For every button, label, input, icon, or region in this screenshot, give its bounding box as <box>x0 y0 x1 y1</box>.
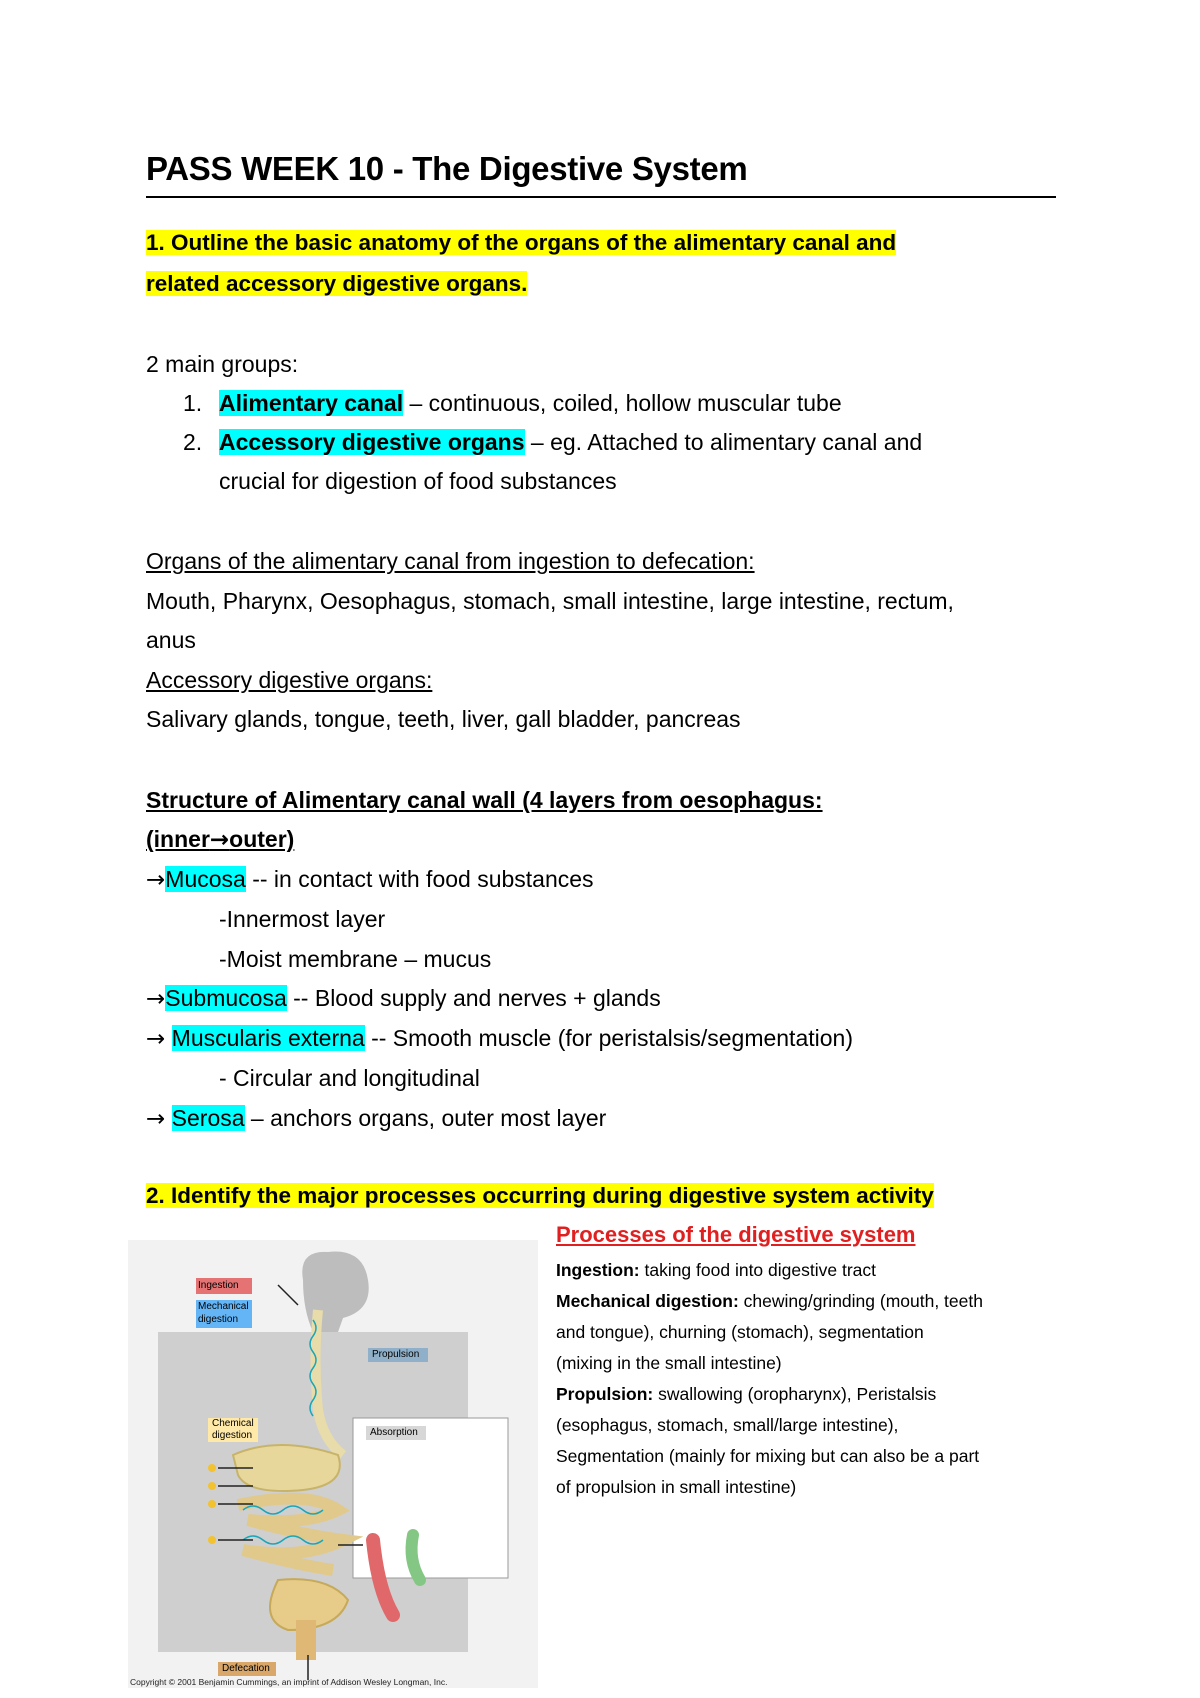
enzyme-drop-icon <box>208 1536 216 1544</box>
processes-line: of propulsion in small intestine) <box>556 1477 797 1497</box>
ingestion-arrow <box>278 1285 298 1305</box>
chemical-label-2: digestion <box>212 1430 253 1441</box>
mechanical-label-1: Mechanical <box>198 1301 249 1312</box>
layer-desc: -- Blood supply and nerves + glands <box>286 985 661 1011</box>
right-arrow-icon: → <box>146 1026 166 1052</box>
mechanical-label-2: digestion <box>198 1314 239 1325</box>
structure-heading-line-1: Structure of Alimentary canal wall (4 layers from oesophagus: <box>146 787 823 813</box>
digestive-diagram <box>128 1240 538 1688</box>
layer-name: Serosa <box>171 1105 245 1131</box>
group-2-item <box>219 428 922 456</box>
page-title: PASS WEEK 10 - The Digestive System <box>146 150 1056 198</box>
right-arrow-icon: → <box>146 986 166 1012</box>
accessory-heading: Accessory digestive organs: <box>146 667 433 693</box>
layer-desc: – anchors organs, outer most layer <box>244 1105 607 1131</box>
chemical-label-1: Chemical <box>212 1418 254 1429</box>
enzyme-drop-icon <box>208 1482 216 1490</box>
group-1-item <box>219 389 842 417</box>
group-2-desc-cont: crucial for digestion of food substances <box>219 468 617 494</box>
figure-copyright: Copyright © 2001 Benjamin Cummings, an imprint of Addison Wesley Longman, Inc. <box>130 1677 448 1687</box>
question-1-line-2: related accessory digestive organs. <box>146 271 528 296</box>
processes-line: Propulsion: swallowing (oropharynx), Peristalsis <box>556 1384 937 1404</box>
layer-desc: -- Smooth muscle (for peristalsis/segmentation) <box>364 1025 853 1051</box>
propulsion-label: Propulsion <box>372 1349 420 1360</box>
question-2: 2. Identify the major processes occurring during digestive system activity <box>146 1183 934 1208</box>
processes-line: Segmentation (mainly for mixing but can also be a part <box>556 1446 980 1466</box>
question-1-line-1: 1. Outline the basic anatomy of the organs of the alimentary canal and <box>146 230 897 255</box>
layer-desc: -- in contact with food substances <box>245 866 594 892</box>
layer-name: Mucosa <box>165 866 246 892</box>
digestive-processes-figure <box>128 1240 538 1688</box>
group-2-desc: – eg. Attached to alimentary canal and <box>524 429 923 455</box>
layer-name: Muscularis externa <box>171 1025 365 1051</box>
right-arrow-icon: → <box>146 867 166 893</box>
ingestion-label: Ingestion <box>198 1280 239 1291</box>
layer-mucosa <box>146 865 594 894</box>
right-arrow-icon: → <box>146 1106 166 1132</box>
layer-muscularis <box>146 1024 853 1053</box>
layer-submucosa <box>146 984 661 1013</box>
layer-muscularis-sub-1: - Circular and longitudinal <box>219 1065 480 1091</box>
accessory-list: Salivary glands, tongue, teeth, liver, gall bladder, pancreas <box>146 706 741 732</box>
organs-heading: Organs of the alimentary canal from ingestion to defecation: <box>146 548 755 574</box>
absorption-label: Absorption <box>370 1427 418 1438</box>
rectum-shape <box>296 1620 316 1660</box>
organs-list-line-1: Mouth, Pharynx, Oesophagus, stomach, small intestine, large intestine, rectum, <box>146 588 954 614</box>
enzyme-drop-icon <box>208 1500 216 1508</box>
layer-mucosa-sub-2: -Moist membrane – mucus <box>219 946 492 972</box>
group-2-number: 2. <box>183 429 203 455</box>
groups-intro: 2 main groups: <box>146 351 299 377</box>
layer-serosa <box>146 1104 606 1133</box>
processes-line: Mechanical digestion: chewing/grinding (mouth, teeth <box>556 1291 983 1311</box>
group-2-term: Accessory digestive organs <box>219 429 525 455</box>
group-1-number: 1. <box>183 390 203 416</box>
structure-heading-line-2: (inner→outer) <box>146 826 295 853</box>
layer-name: Submucosa <box>165 985 287 1011</box>
processes-title: Processes of the digestive system <box>556 1222 916 1247</box>
defecation-label: Defecation <box>222 1663 270 1674</box>
processes-line: and tongue), churning (stomach), segmentation <box>556 1322 924 1342</box>
right-arrow-icon: → <box>209 827 230 853</box>
organs-list-line-2: anus <box>146 627 196 653</box>
processes-line: (esophagus, stomach, small/large intestine), <box>556 1415 899 1435</box>
layer-mucosa-sub-1: -Innermost layer <box>219 906 386 932</box>
processes-line: (mixing in the small intestine) <box>556 1353 782 1373</box>
group-1-term: Alimentary canal <box>219 390 404 416</box>
processes-line: Ingestion: taking food into digestive tract <box>556 1260 876 1280</box>
group-1-desc: – continuous, coiled, hollow muscular tube <box>403 390 842 416</box>
enzyme-drop-icon <box>208 1464 216 1472</box>
